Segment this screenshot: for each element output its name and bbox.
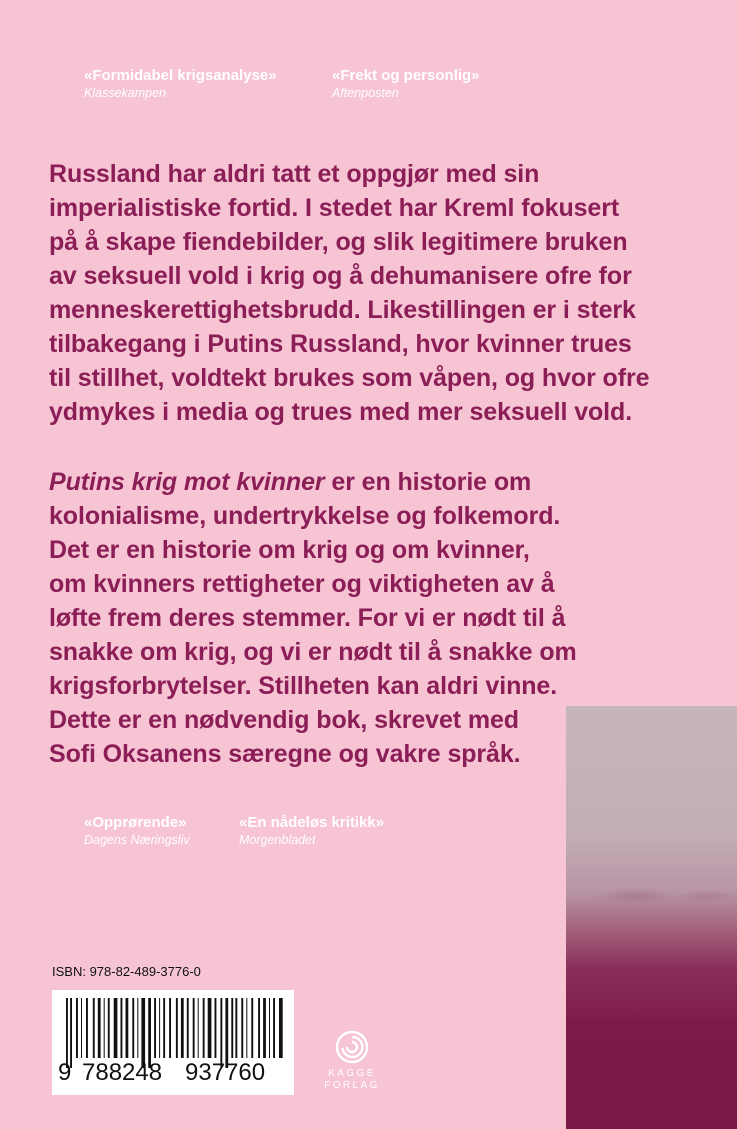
barcode-bar bbox=[246, 998, 247, 1058]
barcode-bar bbox=[98, 998, 101, 1058]
barcode bbox=[52, 990, 294, 1095]
barcode-bar bbox=[258, 998, 260, 1058]
quote-text: «En nådeløs kritikk» bbox=[239, 814, 385, 831]
blurb-line bbox=[49, 465, 689, 499]
quote-source: Klassekampen bbox=[84, 86, 166, 100]
barcode-bar bbox=[141, 998, 145, 1068]
barcode-bar bbox=[132, 998, 134, 1058]
spiral-logo-icon bbox=[335, 1030, 369, 1064]
barcode-digit-first: 9 bbox=[58, 1059, 72, 1086]
quote-source: Dagens Næringsliv bbox=[84, 833, 190, 847]
barcode-bar bbox=[231, 998, 233, 1058]
barcode-bar bbox=[86, 998, 88, 1058]
blurb-line: ydmykes i media og trues med mer seksuell vold. bbox=[49, 398, 633, 426]
quote-text: «Frekt og personlig» bbox=[332, 67, 480, 84]
blurb-line: om kvinners rettigheter og viktigheten av å bbox=[49, 570, 555, 598]
quote-top-1 bbox=[84, 66, 277, 102]
blurb-line-rest: er en historie om bbox=[324, 468, 532, 496]
barcode-bar bbox=[225, 998, 228, 1068]
barcode-bar bbox=[70, 998, 72, 1068]
publisher-name-line1: KAGGE bbox=[328, 1068, 376, 1079]
barcode-bar bbox=[187, 998, 189, 1058]
barcode-bar bbox=[235, 998, 237, 1058]
quote-bottom-2 bbox=[239, 813, 384, 849]
quote-bottom-1 bbox=[84, 813, 190, 849]
barcode-digits-left: 788248 bbox=[82, 1059, 163, 1086]
barcode-bar bbox=[93, 998, 95, 1058]
blurb-line: snakke om krig, og vi er nødt til å snakke om bbox=[49, 638, 577, 666]
quote-text: «Opprørende» bbox=[84, 814, 187, 831]
barcode-bar bbox=[208, 998, 212, 1058]
book-title: Putins krig mot kvinner bbox=[49, 468, 325, 496]
blurb-line: tilbakegang i Putins Russland, hvor kvinner trues bbox=[49, 330, 632, 358]
blurb-line: kolonialisme, undertrykkelse og folkemord. bbox=[49, 502, 561, 530]
blurb-line: krigsforbrytelser. Stillheten kan aldri vinne. bbox=[49, 672, 558, 700]
blurb-line: til stillhet, voldtekt brukes som våpen, og hvor ofre bbox=[49, 364, 650, 392]
barcode-bar bbox=[137, 998, 138, 1058]
barcode-bar bbox=[169, 998, 171, 1058]
barcode-bar bbox=[215, 998, 217, 1058]
blurb-line: på å skape fiendebilder, og slik legitimere bruken bbox=[49, 228, 628, 256]
isbn-label: ISBN: 978-82-489-3776-0 bbox=[52, 964, 201, 979]
blurb-line: Dette er en nødvendig bok, skrevet med bbox=[49, 706, 519, 734]
blurb-line: Russland har aldri tatt et oppgjør med sin bbox=[49, 160, 540, 188]
barcode-bar bbox=[126, 998, 129, 1058]
barcode-bar bbox=[66, 998, 68, 1068]
barcode-bar bbox=[148, 998, 151, 1068]
quote-source: Aftenposten bbox=[332, 86, 399, 100]
publisher-logo bbox=[322, 1030, 382, 1092]
barcode-bar bbox=[251, 998, 253, 1058]
quote-text: «Formidabel krigsanalyse» bbox=[84, 67, 277, 84]
blurb-line: Sofi Oksanens særegne og vakre språk. bbox=[49, 740, 521, 768]
barcode-bar bbox=[269, 998, 270, 1058]
barcode-bar bbox=[76, 998, 78, 1058]
barcode-bar bbox=[114, 998, 118, 1058]
barcode-bar bbox=[193, 998, 195, 1058]
quote-top-2 bbox=[332, 66, 480, 102]
barcode-bar bbox=[273, 998, 275, 1058]
barcode-bar bbox=[159, 998, 160, 1058]
barcode-bar bbox=[203, 998, 205, 1058]
barcode-bar bbox=[181, 998, 184, 1058]
barcode-bar bbox=[104, 998, 105, 1058]
barcode-bar bbox=[121, 998, 123, 1058]
barcode-bar bbox=[198, 998, 199, 1058]
barcode-bar bbox=[154, 998, 156, 1058]
blurb-paragraph-1 bbox=[49, 157, 689, 429]
cover-photo bbox=[566, 706, 737, 1129]
barcode-bar bbox=[163, 998, 165, 1058]
barcode-bar bbox=[279, 998, 283, 1058]
blurb-line: løfte frem deres stemmer. For vi er nødt til å bbox=[49, 604, 566, 632]
barcode-bar bbox=[108, 998, 110, 1058]
blurb-line: av seksuell vold i krig og å dehumanisere ofre for bbox=[49, 262, 632, 290]
barcode-bar bbox=[263, 998, 266, 1058]
barcode-bar bbox=[220, 998, 222, 1068]
publisher-name-line2: FORLAG bbox=[324, 1080, 380, 1091]
blurb-line: imperialistiske fortid. I stedet har Kreml fokusert bbox=[49, 194, 620, 222]
barcode-bar bbox=[176, 998, 178, 1058]
barcode-digits-right: 937760 bbox=[185, 1059, 266, 1086]
blurb-line: Det er en historie om krig og om kvinner, bbox=[49, 536, 530, 564]
quote-source: Morgenbladet bbox=[239, 833, 316, 847]
barcode-bar bbox=[241, 998, 243, 1058]
blurb-line: menneskerettighetsbrudd. Likestillingen er i sterk bbox=[49, 296, 636, 324]
barcode-bar bbox=[81, 998, 82, 1058]
